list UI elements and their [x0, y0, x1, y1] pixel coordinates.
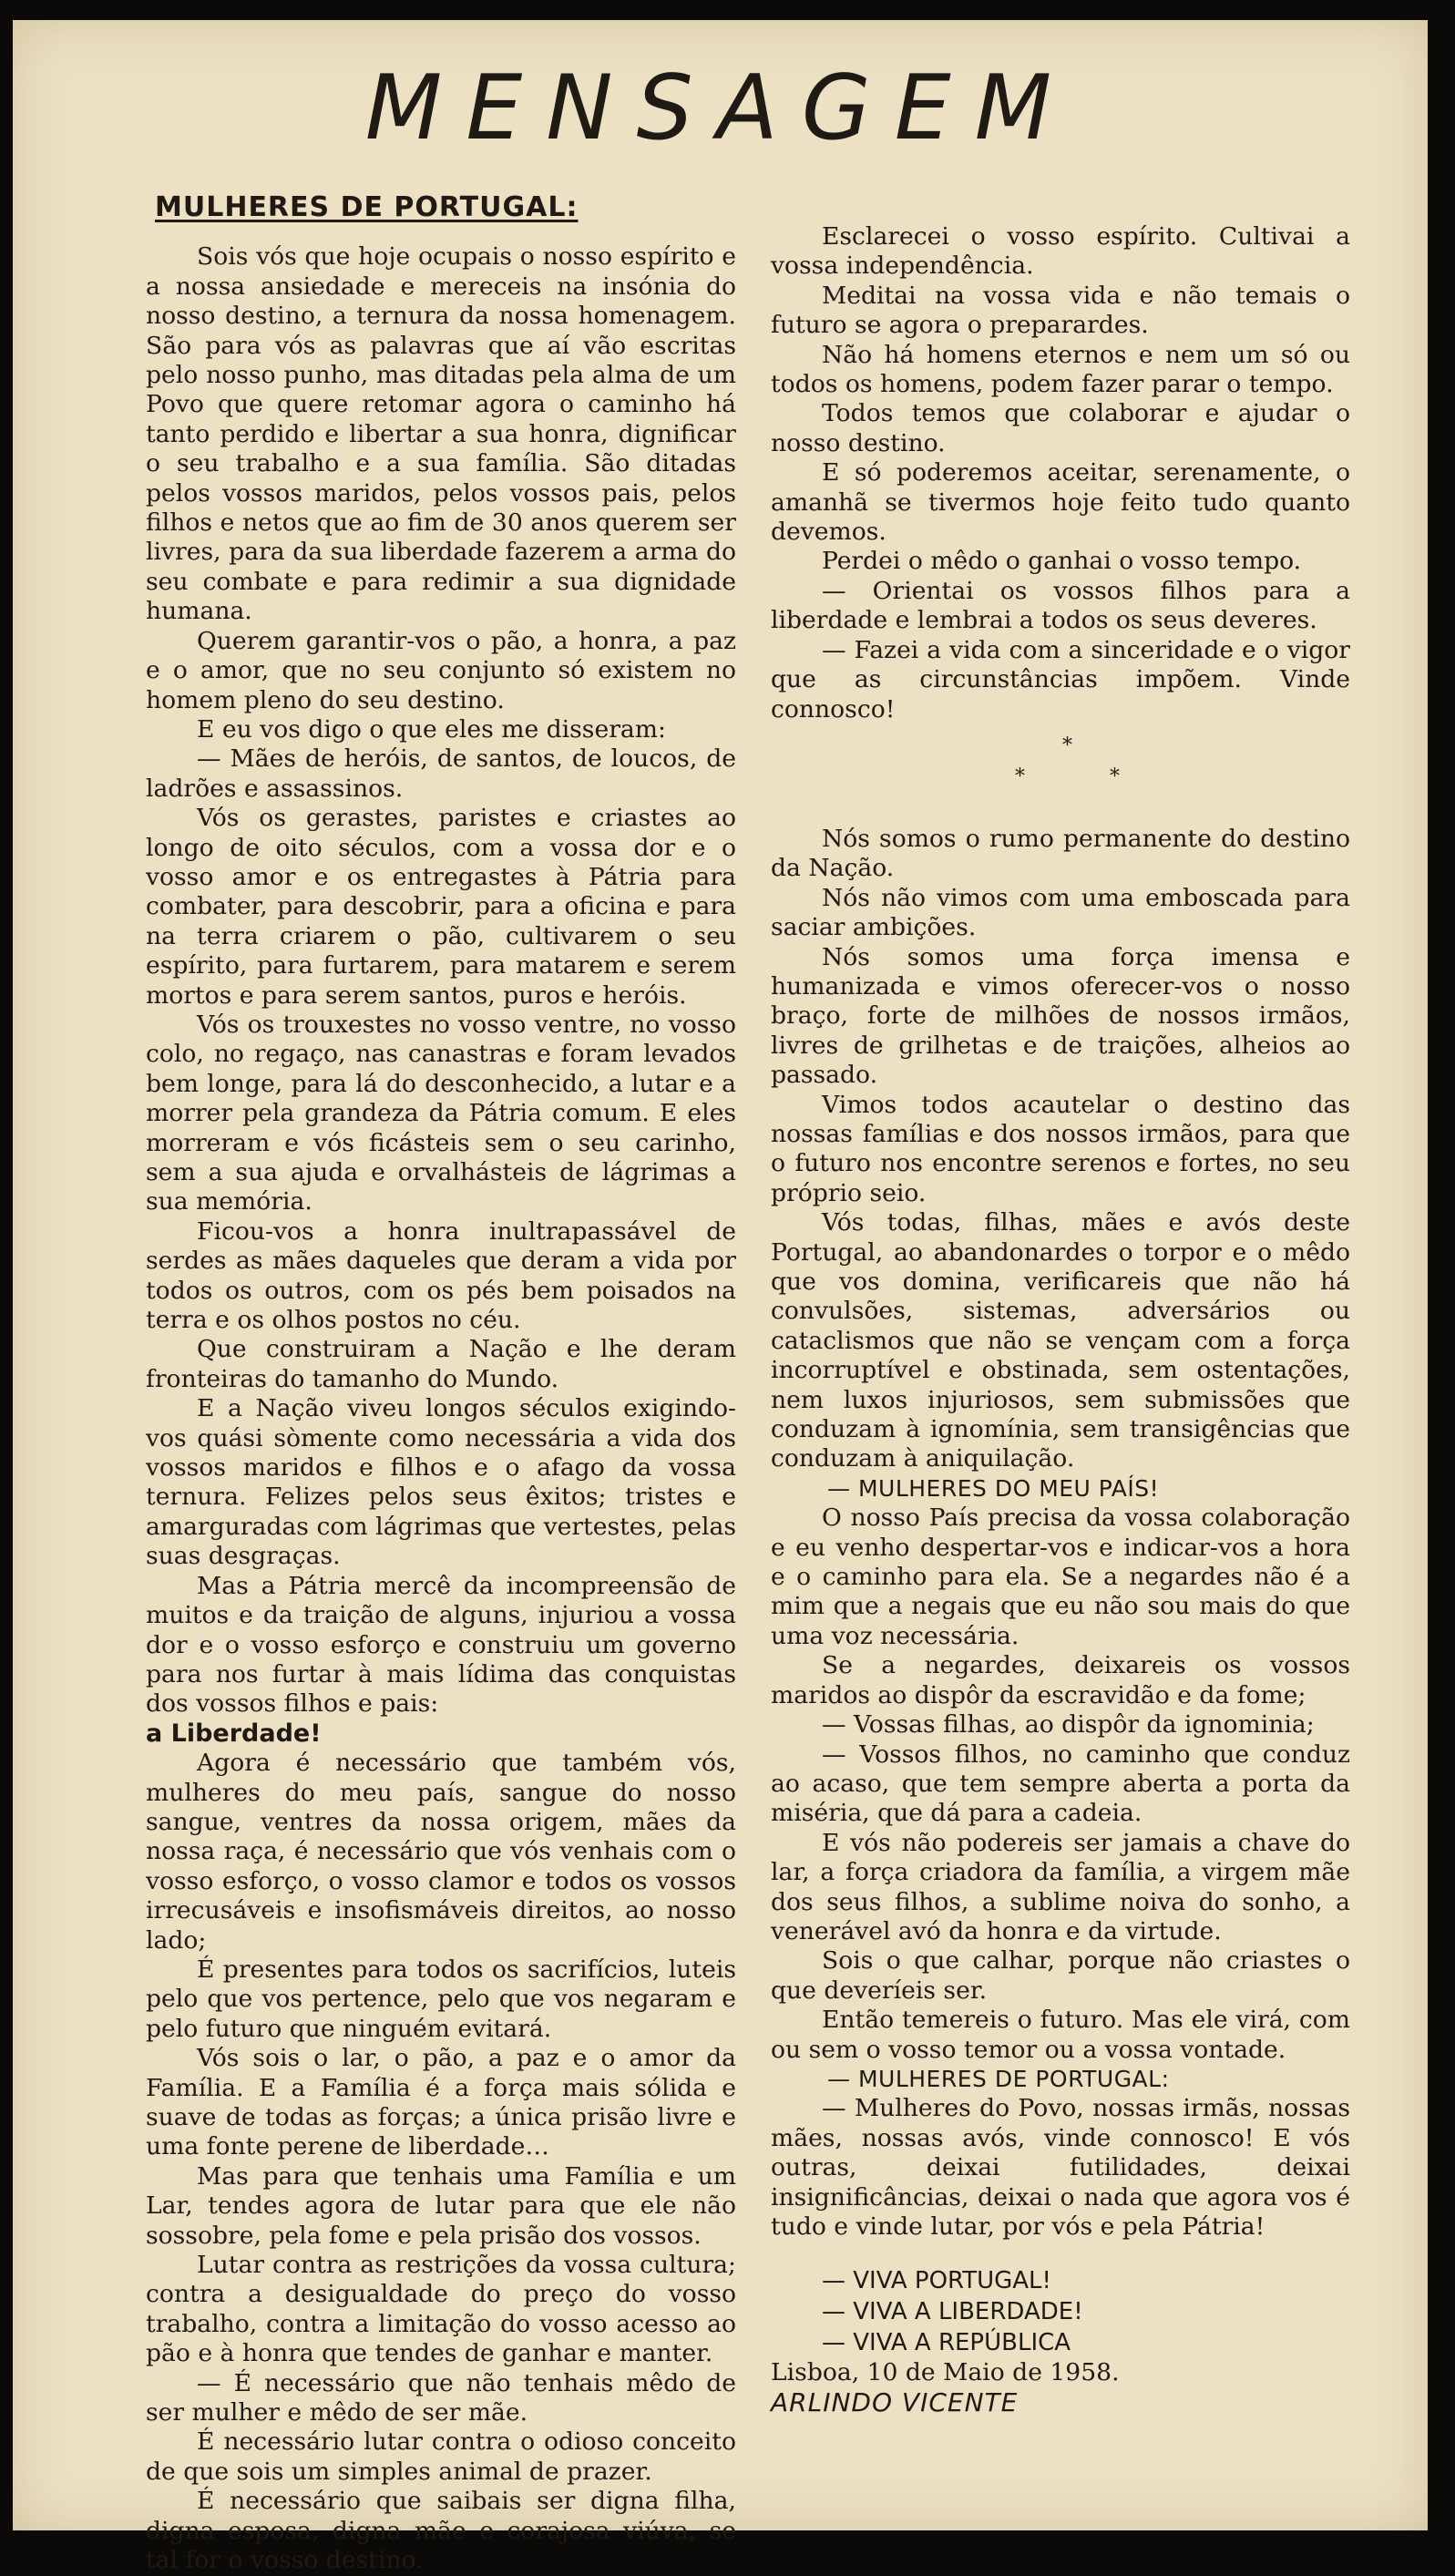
paragraph: Ficou-vos a honra inultrapassável de serdes as mães daqueles que deram a vida por todos os outros, com os pés bem poisados na terra e os olhos postos no céu.	[146, 1216, 736, 1335]
paragraph: — Orientai os vossos filhos para a liberdade e lembrai a todos os seus deveres.	[771, 576, 1350, 635]
paragraph: E a Nação viveu longos séculos exigindo-vos quási sòmente como necessária a vida dos vossos maridos e filhos e o afago da vossa ternura. Felizes pelos seus êxitos; tristes e amarguradas com lágrimas que vertestes, pelas suas desgraças.	[146, 1394, 736, 1571]
paragraph: Se a negardes, deixareis os vossos maridos ao dispôr da escravidão e da fome;	[771, 1651, 1350, 1709]
paragraph: É presentes para todos os sacrifícios, luteis pelo que vos pertence, pelo que vos negaram e pelo futuro que ninguém evitará.	[146, 1955, 736, 2043]
paragraph: Todos temos que colaborar e ajudar o nosso destino.	[771, 399, 1350, 457]
right-column	[771, 222, 1350, 2417]
paragraph: É necessário lutar contra o odioso conceito de que sois um simples animal de prazer.	[146, 2427, 736, 2486]
paragraph: Que construiram a Nação e lhe deram fronteiras do tamanho do Mundo.	[146, 1335, 736, 1393]
liberdade-emphasis: a Liberdade!	[146, 1719, 322, 1748]
paragraph: Meditai na vossa vida e não temais o futuro se agora o preparardes.	[771, 281, 1350, 340]
asterisk: *	[1015, 765, 1025, 788]
paragraph: — Mães de heróis, de santos, de loucos, de ladrões e assassinos.	[146, 744, 736, 803]
paragraph: Vós sois o lar, o pão, a paz e o amor da Família. E a Família é a força mais sólida e suave de todas as forças; a única prisão livre e uma fonte perene de liberdade…	[146, 2044, 736, 2161]
asterisk: *	[1062, 734, 1072, 757]
paragraph: Perdei o mêdo o ganhai o vosso tempo.	[822, 547, 1302, 576]
paragraph: Então temereis o futuro. Mas ele virá, com ou sem o vosso temor ou a vossa vontade.	[771, 2006, 1350, 2064]
paragraph: Nós não vimos com uma emboscada para saciar ambições.	[771, 883, 1350, 942]
paragraph: Querem garantir-vos o pão, a honra, a paz e o amor, que no seu conjunto só existem no homem pleno do seu destino.	[146, 626, 736, 714]
section-separator	[771, 724, 1350, 825]
vivas-list	[822, 2265, 1350, 2358]
paragraph: Não há homens eternos e nem um só ou todos os homens, podem fazer parar o tempo.	[771, 340, 1350, 399]
paragraph: Mas a Pátria mercê da incompreensão de muitos e da traição de alguns, injuriou a vossa dor e o vosso esforço e construiu um governo para nos furtar à mais lídima das conquistas dos vossos filhos e pais:	[146, 1571, 736, 1719]
paragraph: Sois vós que hoje ocupais o nosso espírito e a nossa ansiedade e mereceis na insónia do nosso destino, a ternura da nossa homenagem. São para vós as palavras que aí vão escritas pelo nosso punho, mas ditadas pela alma de um Povo que quere retomar agora o caminho há tanto perdido e libertar a sua honra, dignificar o seu trabalho e a sua família. São ditadas pelos vossos maridos, pelos vossos pais, pelos filhos e netos que ao fim de 30 anos querem ser livres, para da sua liberdade fazerem a arma do seu combate e para redimir a sua dignidade humana.	[146, 242, 736, 626]
paragraph: Vós os gerastes, paristes e criastes ao longo de oito séculos, com a vossa dor e o vosso amor e os entregastes à Pátria para combater, para descobrir, para a oficina e para na terra criarem o pão, cultivarem o seu espírito, para furtarem, para matarem e serem mortos e para serem santos, puros e heróis.	[146, 804, 736, 1010]
document-title: MENSAGEM	[364, 56, 1076, 160]
paragraph: Sois o que calhar, porque não criastes o que deveríeis ser.	[771, 1946, 1350, 2005]
paragraph: Vós todas, filhas, mães e avós deste Portugal, ao abandonardes o torpor e o mêdo que vos domina, verificareis que não há convulsões, sistemas, adversários ou cataclismos que não se vençam com a força incorruptível e obstinada, sem ostentações, nem luxos injuriosos, sem submissões que conduzam à ignomínia, sem transigências que conduzam à aniquilação.	[771, 1208, 1350, 1473]
paragraph: — Vossas filhas, ao dispôr da ignominia;	[822, 1710, 1315, 1740]
paragraph: E só poderemos aceitar, serenamente, o amanhã se tivermos hoje feito tudo quanto devemos.	[771, 458, 1350, 547]
paragraph: — Fazei a vida com a sinceridade e o vigor que as circunstâncias impõem. Vinde connosco!	[771, 635, 1350, 724]
document-sheet	[13, 20, 1428, 2575]
subheading: — MULHERES DO MEU PAÍS!	[827, 1474, 1160, 1502]
subheading: — MULHERES DE PORTUGAL:	[827, 2065, 1170, 2092]
paragraph: Lutar contra as restrições da vossa cultura; contra a desigualdade do preço do vosso trabalho, contra a limitação do vosso acesso ao pão e à honra que tendes de ganhar e manter.	[146, 2251, 736, 2368]
paragraph: — É necessário que não tenhais mêdo de ser mulher e mêdo de ser mãe.	[146, 2368, 736, 2427]
signature: ARLINDO VICENTE	[771, 2386, 1019, 2417]
paragraph: O nosso País precisa da vossa colaboração e eu venho despertar-vos e indicar-vos a hora e o caminho para ela. Se a negardes não é a mim que a negais que eu não sou mais do que uma voz necessária.	[771, 1504, 1350, 1650]
paragraph: Vós os trouxestes no vosso ventre, no vosso colo, no regaço, nas canastras e foram levados bem longe, para lá do desconhecido, a lutar e a morrer pela grandeza da Pátria comum. E eles morreram e vós ficásteis sem o seu carinho, sem a sua ajuda e orvalhásteis de lágrimas a sua memória.	[146, 1010, 736, 1216]
viva-line: — VIVA A LIBERDADE!	[822, 2298, 1083, 2326]
paragraph: É necessário que saibais ser digna filha, digna esposa, digna mãe e corajosa viúva, se tal for o vosso destino.	[146, 2487, 736, 2575]
viva-line: — VIVA PORTUGAL!	[822, 2267, 1051, 2295]
viva-line: — VIVA A REPÚBLICA	[822, 2329, 1071, 2357]
asterisk: *	[1110, 765, 1120, 788]
paragraph: Esclarecei o vosso espírito. Cultivai a vossa independência.	[771, 222, 1350, 281]
paragraph: Nós somos uma força imensa e humanizada e vimos oferecer-vos o nosso braço, forte de milhões de nossos irmãos, livres de grilhetas e de traições, alheios ao passado.	[771, 942, 1350, 1090]
paragraph: Agora é necessário que também vós, mulheres do meu país, sangue do nosso sangue, ventres da nossa origem, mães da nossa raça, é necessário que vós venhais com o vosso esforço, o vosso clamor e todos os vossos irrecusáveis e insofismáveis direitos, ao nosso lado;	[146, 1749, 736, 1955]
paragraph: E eu vos digo o que eles me disseram:	[197, 714, 666, 744]
date-line: Lisboa, 10 de Maio de 1958.	[771, 2358, 1120, 2387]
paragraph: Mas para que tenhais uma Família e um Lar, tendes agora de lutar para que ele não sossobre, pela fome e pela prisão dos vossos.	[146, 2161, 736, 2250]
paragraph: E vós não podereis ser jamais a chave do lar, a força criadora da família, a virgem mãe dos seus filhos, a sublime noiva do sonho, a venerável avó da honra e da virtude.	[771, 1828, 1350, 1945]
heading: MULHERES DE PORTUGAL:	[155, 191, 579, 223]
paragraph: Vimos todos acautelar o destino das nossas famílias e dos nossos irmãos, para que o futuro nos encontre serenos e fortes, no seu próprio seio.	[771, 1090, 1350, 1207]
paragraph: — Vossos filhos, no caminho que conduz ao acaso, que tem sempre aberta a porta da miséria, que dá para a cadeia.	[771, 1740, 1350, 1828]
left-column	[146, 193, 736, 2576]
paragraph: — Mulheres do Povo, nossas irmãs, nossas mães, nossas avós, vinde connosco! E vós outras, deixai futilidades, deixai insignificâncias, deixai o nada que agora vos é tudo e vinde lutar, por vós e pela Pátria!	[771, 2094, 1350, 2241]
paragraph: Nós somos o rumo permanente do destino da Nação.	[771, 824, 1350, 883]
